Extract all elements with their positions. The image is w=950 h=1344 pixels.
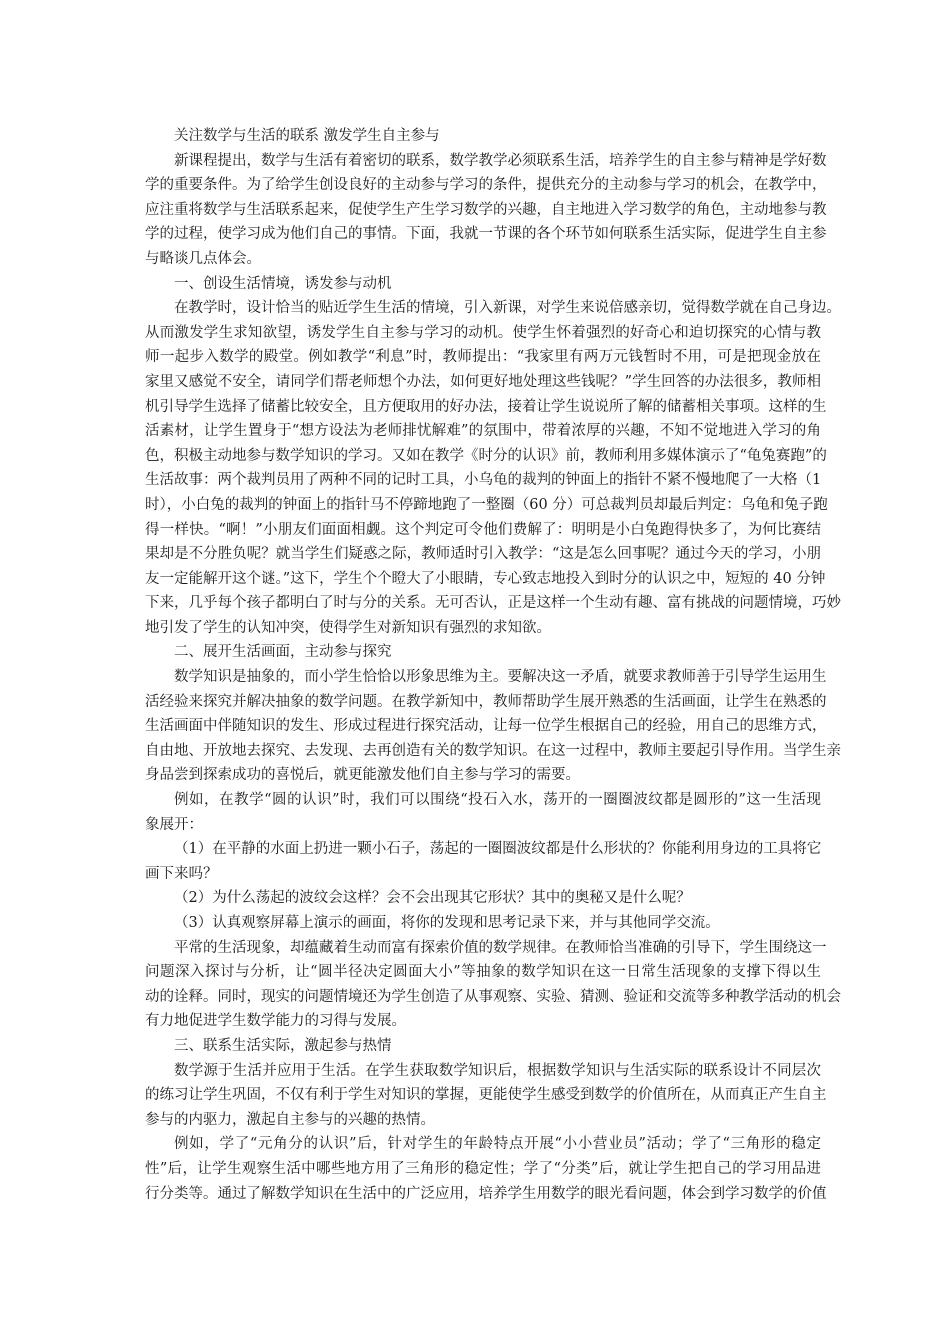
text-line: 自由地、开放地去探究、去发现、去再创造有关的数学知识。在这一过程中，教师主要起引导作用。当学生亲 — [145, 742, 841, 759]
text-line: （2）为什么荡起的波纹会这样？会不会出现其它形状？其中的奥秘又是什么呢？ — [174, 890, 691, 907]
text-line: 机引导学生选择了储蓄比较安全，且方便取用的好办法，接着让学生说说所了解的储蓄相关事项。这样的生 — [145, 398, 827, 415]
text-line: 地引发了学生的认知冲突，使得学生对新知识有强烈的求知欲。 — [145, 619, 551, 636]
document-title: 关注数学与生活的联系 激发学生自主参与 — [174, 128, 440, 144]
text-line: 平常的生活现象，却蕴藏着生动而富有探索价值的数学规律。在教师恰当准确的引导下，学生围绕这一 — [174, 939, 827, 956]
text-line: 友一定能解开这个谜。”这下，学生个个瞪大了小眼睛，专心致志地投入到时分的认识之中，短短的 40 分钟 — [145, 570, 826, 587]
text-line: 学的过程，使学习成为他们自己的事情。下面，我就一节课的各个环节如何联系生活实际，促进学生自主参 — [145, 226, 827, 243]
text-line: 与略谈几点体会。 — [145, 250, 261, 267]
text-line: 画下来吗？ — [145, 865, 218, 882]
text-line: 果却是不分胜负呢？就当学生们疑惑之际，教师适时引入教学：“这是怎么回事呢？通过今天的学习，小朋 — [145, 546, 821, 563]
text-line: 数学知识是抽象的，而小学生恰恰以形象思维为主。要解决这一矛盾，就要求教师善于引导学生运用生 — [174, 669, 827, 686]
text-line: 下来，几乎每个孩子都明白了时与分的关系。无可否认，正是这样一个生动有趣、富有挑战的问题情境，巧妙 — [145, 595, 841, 612]
text-line: 行分类等。通过了解数学知识在生活中的广泛应用，培养学生用数学的眼光看问题，体会到学习数学的价值 — [145, 1185, 827, 1202]
text-line: 有力地促进学生数学能力的习得与发展。 — [145, 1013, 406, 1030]
text-line: 新课程提出，数学与生活有着密切的联系，数学教学必须联系生活，培养学生的自主参与精神是学好数 — [174, 152, 827, 169]
text-line: （3）认真观察屏幕上演示的画面，将你的发现和思考记录下来，并与其他同学交流。 — [174, 915, 720, 931]
text-line: 例如，在教学“圆的认识”时，我们可以围绕“投石入水，荡开的一圈圈波纹都是圆形的”这一生活现 — [174, 792, 821, 809]
text-line: 活素材，让学生置身于“想方设法为老师排忧解难”的氛围中，带着浓厚的兴趣，不知不觉地进入学习的角 — [145, 423, 821, 440]
text-line: 从而激发学生求知欲望，诱发学生自主参与学习的动机。使学生怀着强烈的好奇心和迫切探究的心情与教 — [145, 324, 821, 341]
text-line: 得一样快。“啊！”小朋友们面面相觑。这个判定可令他们费解了：明明是小白兔跑得快多了，为何比赛结 — [145, 521, 821, 538]
text-line: （1）在平静的水面上扔进一颗小石子，荡起的一圈圈波纹都是什么形状的？你能利用身边的工具将它 — [174, 841, 822, 858]
text-line: 生活画面中伴随知识的发生、形成过程进行探究活动，让每一位学生根据自己的经验，用自己的思维方式， — [145, 718, 827, 735]
text-line: 在教学时，设计恰当的贴近学生生活的情境，引入新课，对学生来说倍感亲切，觉得数学就在自己身边。 — [174, 300, 841, 317]
text-line: 时），小白兔的裁判的钟面上的指针马不停蹄地跑了一整圈（60 分）可总裁判员却最后判定：乌龟和兔子跑 — [145, 496, 828, 513]
text-line: 问题深入探讨与分析，让“圆半径决定圆面大小”等抽象的数学知识在这一日常生活现象的支撑下得以生 — [145, 964, 821, 981]
text-line: 身品尝到探索成功的喜悦后，就更能激发他们自主参与学习的需要。 — [145, 767, 580, 784]
text-line: 的练习让学生巩固，不仅有利于学生对知识的掌握，更能使学生感受到数学的价值所在，从而真正产生自主 — [145, 1087, 827, 1104]
document-page — [145, 124, 841, 1206]
text-line: 例如，学了“元角分的认识”后，针对学生的年龄特点开展“小小营业员”活动；学了“三角形的稳定 — [174, 1136, 821, 1153]
text-line: 数学源于生活并应用于生活。在学生获取数学知识后，根据数学知识与生活实际的联系设计不同层次 — [174, 1062, 821, 1079]
text-line: 家里又感觉不安全，请同学们帮老师想个办法，如何更好地处理这些钱呢？”学生回答的办法很多，教师相 — [145, 373, 821, 390]
text-line: 性”后，让学生观察生活中哪些地方用了三角形的稳定性；学了“分类”后，就让学生把自己的学习用品进 — [145, 1160, 821, 1177]
text-line: 师一起步入数学的殿堂。例如教学“利息”时，教师提出：“我家里有两万元钱暂时不用，可是把现金放在 — [145, 349, 821, 366]
document-body — [145, 149, 841, 1207]
text-line: 应注重将数学与生活联系起来，促使学生产生学习数学的兴趣，自主地进入学习数学的角色，主动地参与教 — [145, 201, 827, 218]
text-line: 动的诠释。同时，现实的问题情境还为学生创造了从事观察、实验、猜测、验证和交流等多种教学活动的机会 — [145, 988, 841, 1005]
text-line: 二、展开生活画面，主动参与探究 — [174, 644, 392, 661]
text-line: 象展开： — [145, 816, 203, 833]
text-line: 一、创设生活情境，诱发参与动机 — [174, 275, 392, 292]
text-line: 色，积极主动地参与数学知识的学习。又如在教学《时分的认识》前，教师利用多媒体演示了“龟兔赛跑”的 — [145, 447, 827, 464]
text-line: 生活故事：两个裁判员用了两种不同的记时工具，小乌龟的裁判的钟面上的指针不紧不慢地爬了一大格（1 — [145, 472, 822, 489]
text-line: 三、联系生活实际，激起参与热情 — [174, 1037, 392, 1054]
text-line: 学的重要条件。为了给学生创设良好的主动参与学习的条件，提供充分的主动参与学习的机会，在教学中， — [145, 177, 827, 194]
text-line: 参与的内驱力，激起自主参与的兴趣的热情。 — [145, 1111, 435, 1128]
text-line: 活经验来探究并解决抽象的数学问题。在教学新知中，教师帮助学生展开熟悉的生活画面，让学生在熟悉的 — [145, 693, 827, 710]
